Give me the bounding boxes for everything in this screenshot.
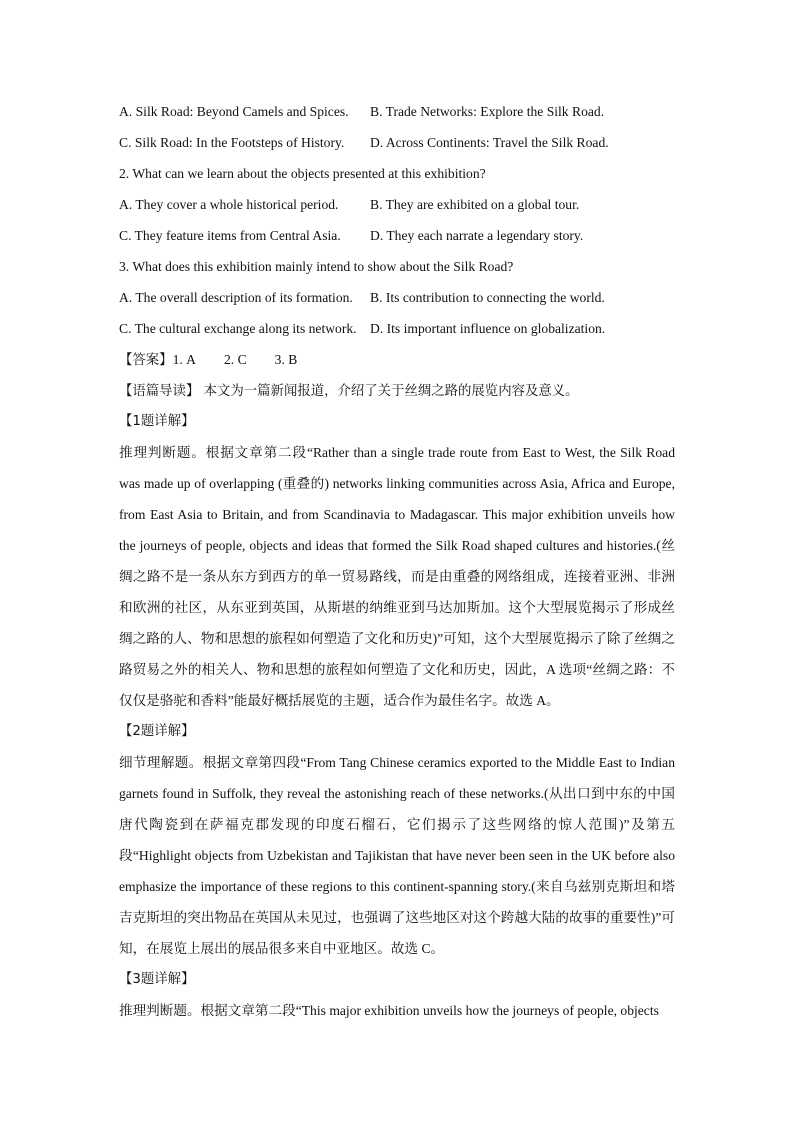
- detail-2-heading: 【2题详解】: [119, 724, 195, 739]
- q2-option-a: A. They cover a whole historical period.: [119, 197, 339, 212]
- q3-options-row-1: [119, 282, 675, 313]
- q2-option-b: B. They are exhibited on a global tour.: [370, 197, 580, 212]
- q1-option-a: A. Silk Road: Beyond Camels and Spices.: [119, 104, 349, 119]
- q1-option-d: D. Across Continents: Travel the Silk Road.: [370, 135, 609, 150]
- q1-options-row-2: [119, 127, 675, 158]
- answer-3: 3. B: [274, 352, 298, 367]
- detail-3-text: 推理判断题。根据文章第二段“This major exhibition unveils how the journeys of people, objects: [119, 1003, 659, 1018]
- guide-text: 本文为一篇新闻报道，介绍了关于丝绸之路的展览内容及意义。: [199, 384, 579, 399]
- detail-2-text: 细节理解题。根据文章第四段“From Tang Chinese ceramics exported to the Middle East to Indian garnets found in Suffolk, they reveal the astonishing reach of these networks.(从出口到中东的中国唐代陶瓷到在萨福克郡发现的印度石榴石，它们揭示了这些网络的惊人范围)”及第五段“Highlight objects from Uzbekistan and Tajikistan that have never been seen in the UK before also emphasize the importance of these regions to this continent-spanning story.(来自乌兹别克斯坦和塔吉克斯坦的突出物品在英国从未见过，也强调了这些地区对这个跨越大陆的故事的重要性)”可知，在展览上展出的展品很多来自中亚地区。故选 C。: [119, 755, 675, 956]
- answer-label: 【答案】: [119, 353, 173, 368]
- passage-guide: [119, 375, 675, 406]
- q2-question: 2. What can we learn about the objects presented at this exhibition?: [119, 166, 486, 181]
- q3-question: 3. What does this exhibition mainly intend to show about the Silk Road?: [119, 259, 514, 274]
- q2-option-d: D. They each narrate a legendary story.: [370, 228, 584, 243]
- answer-key: [119, 344, 675, 375]
- q2-option-c: C. They feature items from Central Asia.: [119, 228, 341, 243]
- answer-2: 2. C: [223, 352, 247, 367]
- document-page: [119, 96, 675, 1026]
- q1-option-b: B. Trade Networks: Explore the Silk Road.: [370, 104, 605, 119]
- q2-options-row-1: [119, 189, 675, 220]
- q3-option-b: B. Its contribution to connecting the world.: [370, 290, 605, 305]
- detail-1-text: 推理判断题。根据文章第二段“Rather than a single trade route from East to West, the Silk Road was made up of overlapping (重叠的) networks linking communities across Asia, Africa and Europe, from East Asia to Britain, and from Scandinavia to Madagascar. This major exhibition unveils how the journeys of people, objects and ideas that formed the Silk Road shaped cultures and histories.(丝绸之路不是一条从东方到西方的单一贸易路线，而是由重叠的网络组成，连接着亚洲、非洲和欧洲的社区，从东亚到英国，从斯堪的纳维亚到马达加斯加。这个大型展览揭示了形成丝绸之路的人、物和思想的旅程如何塑造了文化和历史)”可知，这个大型展览揭示了除了丝绸之路贸易之外的相关人、物和思想的旅程如何塑造了文化和历史，因此，A 选项“丝绸之路：不仅仅是骆驼和香料”能最好概括展览的主题，适合作为最佳名字。故选 A。: [119, 445, 675, 708]
- q1-option-c: C. Silk Road: In the Footsteps of History.: [119, 135, 345, 150]
- q3-option-c: C. The cultural exchange along its network.: [119, 321, 357, 336]
- q3-option-d: D. Its important influence on globalization.: [370, 321, 606, 336]
- answer-1: 1. A: [172, 352, 196, 367]
- detail-1-heading: 【1题详解】: [119, 414, 195, 429]
- detail-3-heading: 【3题详解】: [119, 972, 195, 987]
- q1-options-row-1: [119, 96, 675, 127]
- guide-label: 【语篇导读】: [119, 384, 200, 399]
- q2-options-row-2: [119, 220, 675, 251]
- q3-options-row-2: [119, 313, 675, 344]
- q3-option-a: A. The overall description of its formation.: [119, 290, 353, 305]
